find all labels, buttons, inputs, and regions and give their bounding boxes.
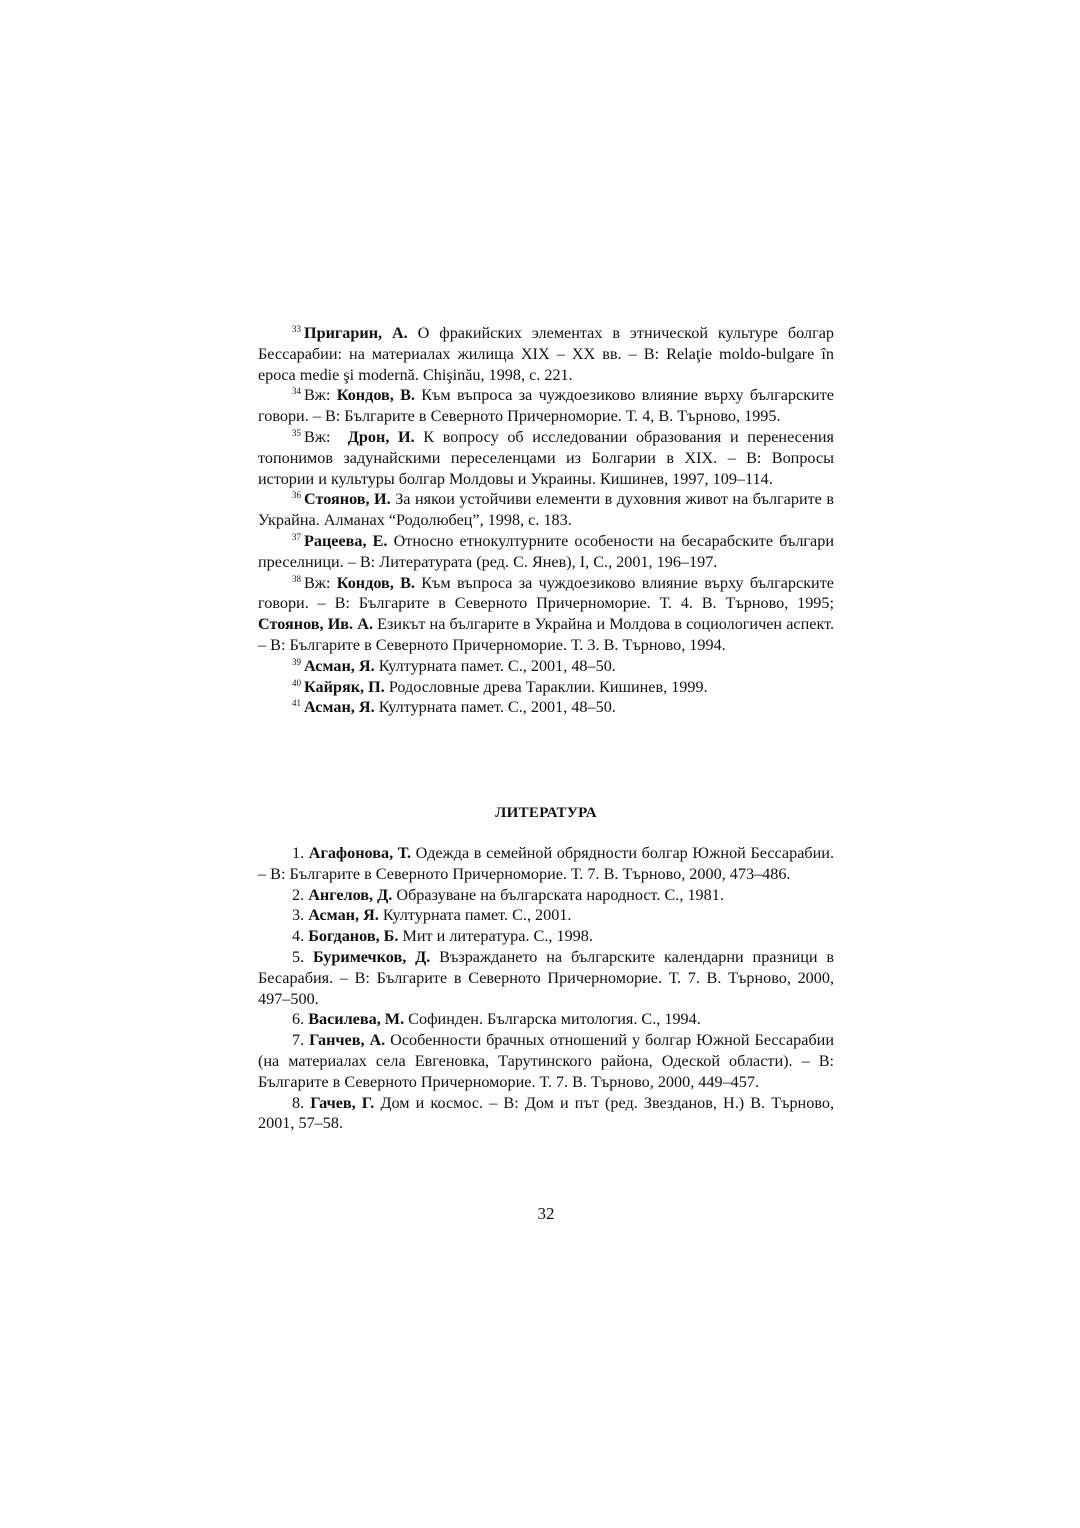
footnote-number: 37 [292, 531, 301, 542]
reference-item [258, 843, 834, 885]
footnote-author: Асман, Я. [304, 698, 375, 717]
reference-item [258, 926, 834, 947]
footnote-number: 35 [292, 427, 301, 438]
footnote-number: 34 [292, 386, 301, 397]
reference-item [258, 1093, 834, 1135]
footnote-author: Стоянов, И. [304, 490, 391, 509]
reference-number: 4. [292, 927, 309, 946]
reference-item [258, 905, 834, 926]
footnote-author: Пригарин, А. [304, 324, 408, 342]
reference-text: Софинден. Българска митология. С., 1994. [404, 1010, 701, 1029]
footnotes-section [258, 323, 834, 718]
footnote-number: 41 [292, 698, 301, 709]
footnote-text: Към въпроса за чуждоезиково влияние върху българските говори. – В: Българите в Северното Причерноморие. Т. 4. В. Търново, 1995; [258, 573, 834, 613]
footnote-text: Към въпроса за чуждоезиково влияние върху българските говори. – В: Българите в Северното Причерноморие. Т. 4, В. Търново, 1995. [258, 386, 834, 426]
reference-author: Ганчев, А. [309, 1031, 386, 1050]
reference-text: Мит и литература. С., 1998. [398, 927, 593, 946]
footnote-text: Езикът на българите в Украйна и Молдова в социологичен аспект. – В: Българите в Северното Причерноморие. Т. 3. В. Търново, 1994. [258, 615, 834, 654]
reference-text: Образуване на българската народност. С., 1981. [392, 885, 724, 904]
footnote-text: О фракийских элементах в этнической культуре болгар Бессарабии: на материалах жилища XIX – XX вв. – В: Relaţie moldo-bulgare în epoca medie şi modernă. Chişinău, 1998, с. 221. [258, 324, 834, 384]
reference-number: 6. [292, 1010, 309, 1029]
footnote-author: Кондов, В. [336, 573, 415, 592]
footnote-author: Кайряк, П. [304, 677, 385, 696]
footnote-number: 33 [292, 324, 301, 334]
reference-author: Ангелов, Д. [308, 885, 393, 904]
reference-text: Възраждането на българските календарни празници в Бесарабия. – В: Българите в Северното Причерноморие. Т. 7. В. Търново, 2000, 497–500. [258, 947, 835, 1008]
footnote-author: Асман, Я. [304, 656, 375, 675]
references-list [258, 843, 834, 1134]
footnote-author: Рацеева, Е. [304, 531, 388, 550]
reference-author: Буримечков, Д. [313, 947, 431, 966]
footnote [258, 531, 834, 573]
footnote-text: Културната памет. С., 2001, 48–50. [374, 698, 616, 717]
footnote-text: Вж: [304, 386, 337, 405]
footnote-text: Родословные древа Тараклии. Кишинев, 1999. [384, 677, 708, 696]
footnote-text: Културната памет. С., 2001, 48–50. [374, 656, 616, 675]
footnote-author: Кондов, В. [336, 386, 415, 405]
reference-author: Агафонова, Т. [308, 844, 411, 862]
page-number: 32 [537, 1204, 555, 1223]
reference-item [258, 1009, 834, 1030]
footnote-author: Стоянов, Ив. А. [258, 615, 373, 634]
reference-item [258, 947, 834, 1009]
footnote [258, 697, 834, 718]
footnote [258, 427, 834, 489]
footnote [258, 323, 834, 385]
literature-heading: ЛИТЕРАТУРА [495, 805, 597, 821]
footnote-number: 39 [292, 656, 301, 667]
footnote-text: За някои устойчиви елементи в духовния живот на българите в Украйна. Алманах “Родолюбец”, 1998, с. 183. [258, 490, 835, 530]
reference-number: 5. [292, 947, 313, 966]
footnote-number: 36 [292, 490, 301, 501]
footnote-text: Вж: [304, 427, 348, 446]
reference-number: 7. [292, 1031, 310, 1050]
reference-author: Богданов, Б. [308, 927, 399, 946]
reference-text: Особенности брачных отношений у болгар Южной Бессарабии (на материалах села Евгеновка, Тарутинского района, Одеской области). – В: Българите в Северното Причерноморие. Т. 7. В. Търново, 2000, 449–457. [258, 1031, 835, 1091]
footnote [258, 677, 834, 698]
reference-author: Асман, Я. [308, 906, 379, 925]
reference-number: 2. [292, 885, 309, 904]
footnote [258, 489, 834, 531]
reference-text: Дом и космос. – В: Дом и път (ред. Звезданов, Н.) В. Търново, 2001, 57–58. [258, 1093, 834, 1133]
reference-text: Културната памет. С., 2001. [378, 906, 572, 925]
reference-author: Василева, М. [308, 1010, 405, 1029]
footnote-text: К вопросу об исследовании образования и перенесения топонимов задунайскими переселенцами из Болгарии в XIX. – В: Вопросы истории и культуры болгар Молдовы и Украины. Кишинев, 1997, 109–114. [258, 427, 834, 488]
reference-number: 3. [292, 906, 309, 925]
reference-number: 1. [292, 844, 309, 862]
footnote-text: Относно етнокултурните особености на бесарабските българи преселници. – В: Литературата (ред. С. Янев), I, С., 2001, 196–197. [258, 531, 834, 571]
footnote-text: Вж: [304, 573, 337, 592]
reference-item [258, 885, 834, 906]
reference-author: Гачев, Г. [310, 1093, 375, 1112]
reference-item [258, 1030, 834, 1092]
footnote [258, 573, 834, 656]
reference-number: 8. [292, 1093, 311, 1112]
footnote-number: 38 [292, 573, 301, 584]
footnote [258, 385, 834, 427]
footnote-number: 40 [292, 677, 301, 688]
footnote [258, 656, 834, 677]
footnote-author: Дрон, И. [347, 427, 415, 446]
reference-text: Одежда в семейной обрядности болгар Южной Бессарабии. – В: Българите в Северното Причерноморие. Т. 7. В. Търново, 2000, 473–486. [258, 844, 834, 883]
